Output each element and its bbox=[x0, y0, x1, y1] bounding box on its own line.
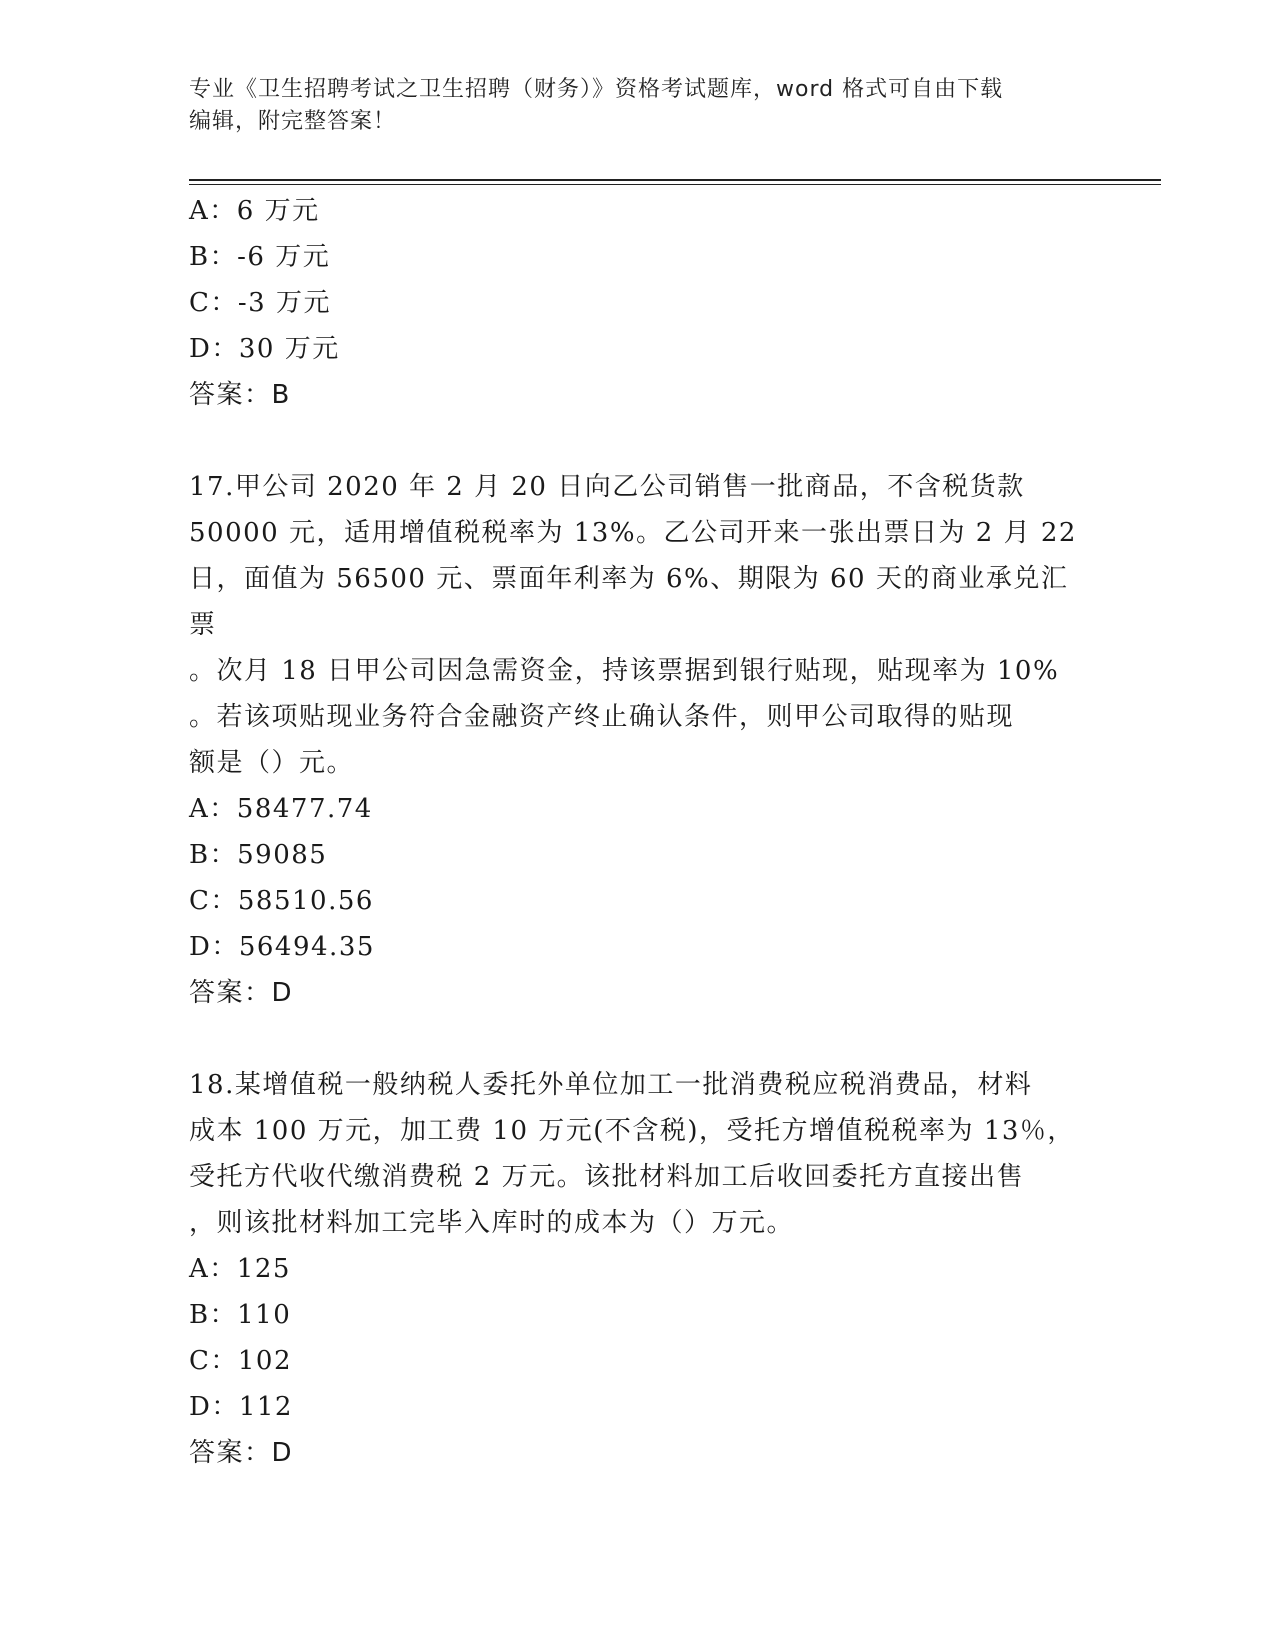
option-d: D：112 bbox=[189, 1392, 293, 1422]
question-stem-line: 18.某增值税一般纳税人委托外单位加工一批消费税应税消费品，材料 bbox=[189, 1070, 1033, 1100]
question-stem-line: 受托方代收代缴消费税 2 万元。该批材料加工后收回委托方直接出售 bbox=[189, 1162, 1025, 1192]
answer-line: 答案：D bbox=[189, 1438, 294, 1468]
question-stem-line: 。次月 18 日甲公司因急需资金，持该票据到银行贴现，贴现率为 10% bbox=[189, 656, 1060, 686]
document-header bbox=[189, 74, 1089, 138]
spacer bbox=[189, 1016, 1089, 1062]
header-line-1: 专业《卫生招聘考试之卫生招聘（财务）》资格考试题库，word 格式可自由下载 bbox=[189, 77, 1004, 102]
question-17 bbox=[189, 464, 1089, 1016]
option-d: D：30 万元 bbox=[189, 334, 340, 364]
option-b: B：110 bbox=[189, 1300, 292, 1330]
option-d: D：56494.35 bbox=[189, 932, 375, 962]
answer-line: 答案：D bbox=[189, 978, 294, 1008]
option-a: A：58477.74 bbox=[189, 794, 373, 824]
option-a: A：6 万元 bbox=[189, 196, 320, 226]
option-c: C：-3 万元 bbox=[189, 288, 331, 318]
question-stem-line: 日，面值为 56500 元、票面年利率为 6%、期限为 60 天的商业承兑汇票 bbox=[189, 564, 1069, 640]
question-stem-line: 。若该项贴现业务符合金融资产终止确认条件，则甲公司取得的贴现 bbox=[189, 702, 1015, 732]
question-stem-line: 50000 元，适用增值税税率为 13%。乙公司开来一张出票日为 2 月 22 bbox=[189, 518, 1077, 548]
option-c: C：102 bbox=[189, 1346, 293, 1376]
question-stem-line: 额是（）元。 bbox=[189, 748, 355, 778]
option-b: B：-6 万元 bbox=[189, 242, 331, 272]
question-stem-line: ，则该批材料加工完毕入库时的成本为（）万元。 bbox=[189, 1208, 795, 1238]
header-divider-thin bbox=[189, 184, 1161, 185]
option-a: A：125 bbox=[189, 1254, 291, 1284]
question-18 bbox=[189, 1062, 1089, 1476]
answer-line: 答案：B bbox=[189, 380, 291, 410]
header-divider-thick bbox=[189, 179, 1161, 181]
question-stem-line: 17.甲公司 2020 年 2 月 20 日向乙公司销售一批商品，不含税货款 bbox=[189, 472, 1025, 502]
previous-question-block bbox=[189, 188, 1089, 418]
option-b: B：59085 bbox=[189, 840, 328, 870]
question-content bbox=[189, 188, 1089, 1476]
header-line-2: 编辑，附完整答案！ bbox=[189, 109, 397, 134]
option-c: C：58510.56 bbox=[189, 886, 374, 916]
spacer bbox=[189, 418, 1089, 464]
question-stem-line: 成本 100 万元，加工费 10 万元(不含税)，受托方增值税税率为 13％， bbox=[189, 1116, 1075, 1146]
